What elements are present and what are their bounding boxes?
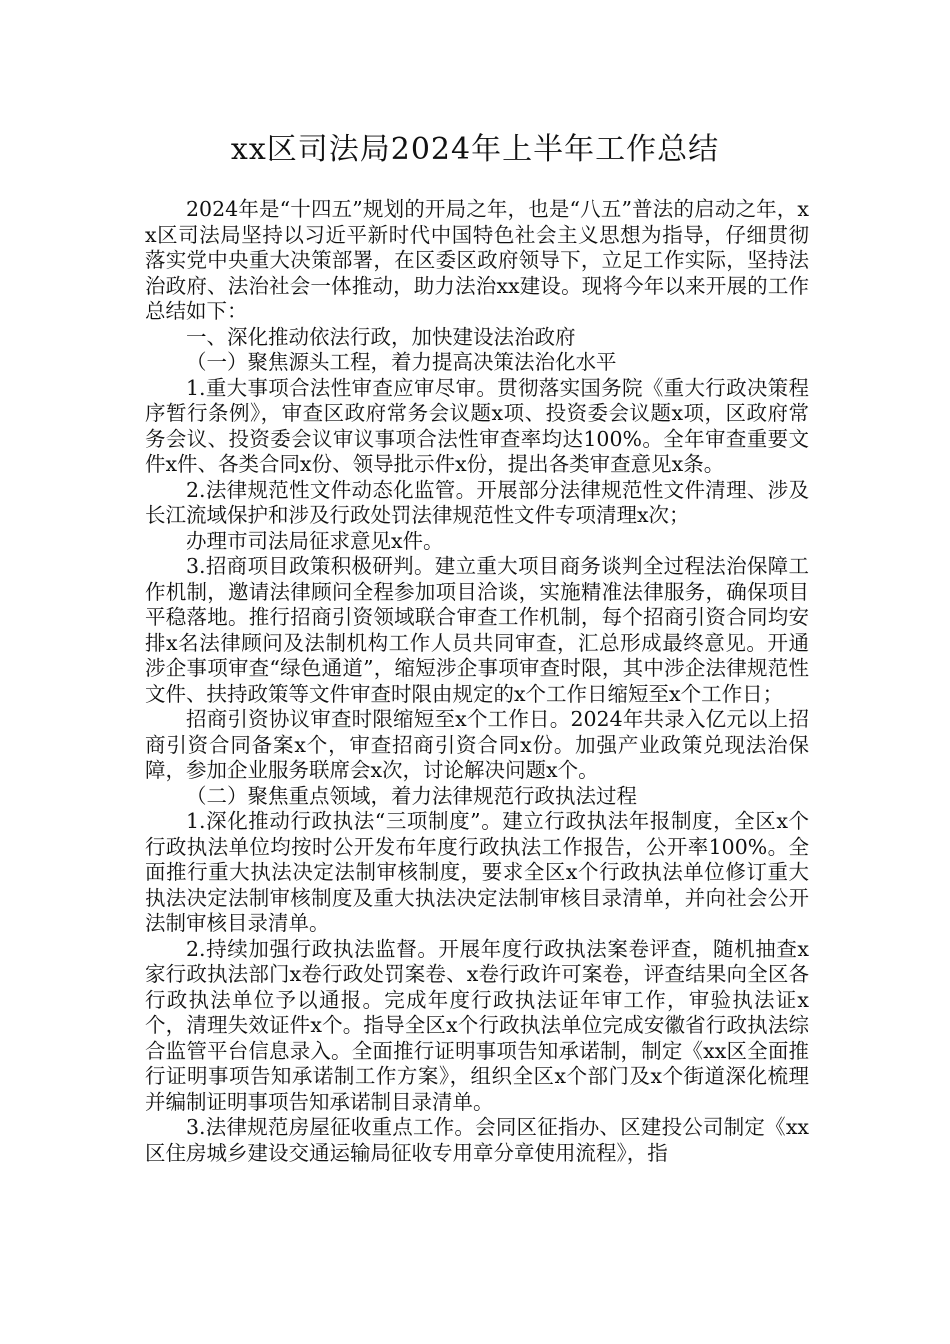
body-paragraph: 办理市司法局征求意见x件。 (186, 528, 444, 553)
body-paragraph: 招商引资协议审查时限缩短至x个工作日。2024年共录入亿元以上招商引资合同备案x个，审查招商引资合同x份。加强产业政策兑现法治保障，参加企业服务联席会x次，讨论解决问题x个。 (145, 707, 809, 782)
subsection-heading-1: （一）聚焦源头工程，着力提高决策法治化水平 (186, 350, 617, 374)
document-title: xx区司法局2024年上半年工作总结 (230, 132, 720, 167)
subsection-heading-2: （二）聚焦重点领域，着力法律规范行政执法过程 (186, 783, 637, 808)
body-paragraph: 1.深化推动行政执法“三项制度”。建立行政执法年报制度，全区x个行政执法单位均按时公开发布年度行政执法工作报告，公开率100%。全面推行重大执法决定法制审核制度，要求全区x个行政执法单位修订重大执法决定法制审核制度及重大执法决定法制审核目录清单，并向社会公开法制审核目录清单。 (145, 809, 809, 935)
body-paragraph: 3.法律规范房屋征收重点工作。会同区征指办、区建投公司制定《xx区住房城乡建设交通运输局征收专用章分章使用流程》，指 (145, 1115, 809, 1165)
body-paragraph: 3.招商项目政策积极研判。建立重大项目商务谈判全过程法治保障工作机制，邀请法律顾问全程参加项目洽谈，实施精准法律服务，确保项目平稳落地。推行招商引资领域联合审查工作机制，每个招商引资合同均安排x名法律顾问及法制机构工作人员共同审查，汇总形成最终意见。开通涉企事项审查“绿色通道”，缩短涉企事项审查时限，其中涉企法律规范性文件、扶持政策等文件审查时限由规定的x个工作日缩短至x个工作日； (145, 554, 809, 706)
section-heading-1: 一、深化推动依法行政，加快建设法治政府 (186, 324, 576, 349)
body-paragraph: 2.法律规范性文件动态化监管。开展部分法律规范性文件清理、涉及长江流域保护和涉及行政处罚法律规范性文件专项清理x次； (145, 477, 809, 527)
body-paragraph: 1.重大事项合法性审查应审尽审。贯彻落实国务院《重大行政决策程序暂行条例》，审查区政府常务会议题x项、投资委会议题x项，区政府常务会议、投资委会议审议事项合法性审查率均达100%。全年审查重要文件x件、各类合同x份、领导批示件x份，提出各类审查意见x条。 (145, 375, 809, 476)
document-body (145, 197, 809, 1166)
body-paragraph: 2.持续加强行政执法监督。开展年度行政执法案卷评查，随机抽查x家行政执法部门x卷行政处罚案卷、x卷行政许可案卷，评查结果向全区各行政执法单位予以通报。完成年度行政执法证年审工作，审验执法证x个，清理失效证件x个。指导全区x个行政执法单位完成安徽省行政执法综合监管平台信息录入。全面推行证明事项告知承诺制，制定《xx区全面推行证明事项告知承诺制工作方案》，组织全区x个部门及x个街道深化梳理并编制证明事项告知承诺制目录清单。 (145, 936, 809, 1114)
intro-paragraph: 2024年是“十四五”规划的开局之年，也是“八五”普法的启动之年，xx区司法局坚持以习近平新时代中国特色社会主义思想为指导，仔细贯彻落实党中央重大决策部署，在区委区政府领导下，立足工作实际，坚持法治政府、法治社会一体推动，助力法治xx建设。现将今年以来开展的工作总结如下： (145, 197, 809, 323)
